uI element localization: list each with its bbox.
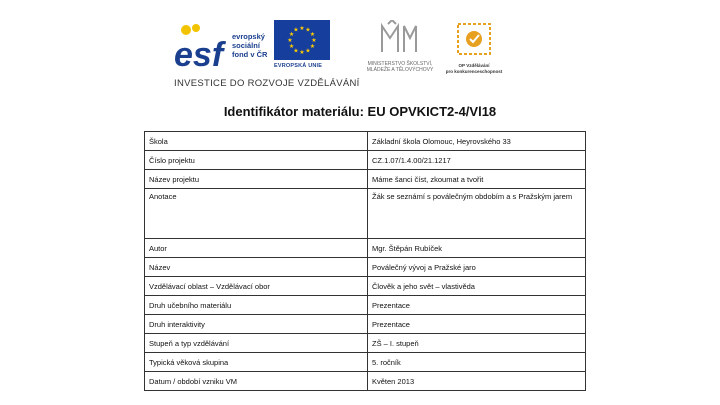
table-row <box>145 189 586 239</box>
row-value: Základní škola Olomouc, Heyrovského 33 <box>368 132 586 151</box>
svg-text:★: ★ <box>309 31 316 38</box>
row-value: Žák se seznámí s poválečným obdobím a s Pražským jarem <box>368 189 586 239</box>
svg-text:★: ★ <box>309 43 316 50</box>
svg-text:★: ★ <box>293 26 299 34</box>
table-row <box>145 296 586 315</box>
row-value: Prezentace <box>368 296 586 315</box>
row-value: 5. ročník <box>368 353 586 372</box>
row-value: Máme šanci číst, zkoumat a tvořit <box>368 170 586 189</box>
row-key: Druh učebního materiálu <box>145 296 368 315</box>
row-key: Číslo projektu <box>145 151 368 170</box>
row-value: ZŠ – I. stupeň <box>368 334 586 353</box>
row-key: Datum / období vzniku VM <box>145 372 368 391</box>
row-key: Vzdělávací oblast – Vzdělávací obor <box>145 277 368 296</box>
row-key: Škola <box>145 132 368 151</box>
row-key: Autor <box>145 239 368 258</box>
esf-mark-icon <box>174 22 232 72</box>
op-caption: OP Vzdělávání pro konkurenceschopnost <box>445 63 503 74</box>
row-value: CZ.1.07/1.4.00/21.1217 <box>368 151 586 170</box>
svg-text:★: ★ <box>305 26 311 34</box>
row-key: Název <box>145 258 368 277</box>
svg-text:★: ★ <box>299 25 305 32</box>
eu-logo <box>274 20 336 74</box>
row-value: Květen 2013 <box>368 372 586 391</box>
svg-text:★: ★ <box>293 47 299 55</box>
svg-text:★: ★ <box>299 49 305 56</box>
svg-text:★: ★ <box>288 31 295 38</box>
identification-table <box>144 131 586 391</box>
row-key: Název projektu <box>145 170 368 189</box>
row-key: Typická věková skupina <box>145 353 368 372</box>
table-row <box>145 132 586 151</box>
msmt-caption: MINISTERSTVO ŠKOLSTVÍ, MLÁDEŽE A TĚLOVÝCHOVY <box>366 61 434 73</box>
logo-banner <box>170 18 510 90</box>
svg-text:★: ★ <box>311 37 317 44</box>
page-title: Identifikátor materiálu: EU OPVKICT2-4/Vl18 <box>223 104 497 119</box>
table-row <box>145 372 586 391</box>
table-row <box>145 151 586 170</box>
esf-caption: evropský sociální fond v ČR <box>232 32 268 59</box>
op-mark-icon <box>438 20 510 58</box>
svg-text:★: ★ <box>305 47 311 55</box>
eu-caption: EVROPSKÁ UNIE <box>274 63 323 69</box>
table-row <box>145 315 586 334</box>
op-logo <box>438 20 510 76</box>
table-row <box>145 353 586 372</box>
row-value: Mgr. Štěpán Rubíček <box>368 239 586 258</box>
row-key: Druh interaktivity <box>145 315 368 334</box>
row-value: Prezentace <box>368 315 586 334</box>
svg-text:★: ★ <box>287 37 293 44</box>
row-value: Člověk a jeho svět – vlastivěda <box>368 277 586 296</box>
esf-logo <box>174 22 272 72</box>
row-value: Poválečný vývoj a Pražské jaro <box>368 258 586 277</box>
banner-slogan: INVESTICE DO ROZVOJE VZDĚLÁVÁNÍ <box>174 78 360 89</box>
row-key: Anotace <box>145 189 368 239</box>
msmt-logo <box>352 20 448 76</box>
row-key: Stupeň a typ vzdělávání <box>145 334 368 353</box>
svg-text:esf: esf <box>174 36 224 72</box>
table-row <box>145 334 586 353</box>
table-row <box>145 277 586 296</box>
table-row <box>145 239 586 258</box>
table-row <box>145 170 586 189</box>
eu-flag-icon <box>274 20 330 60</box>
table-row <box>145 258 586 277</box>
msmt-mark-icon <box>352 20 448 56</box>
svg-text:★: ★ <box>288 43 295 50</box>
